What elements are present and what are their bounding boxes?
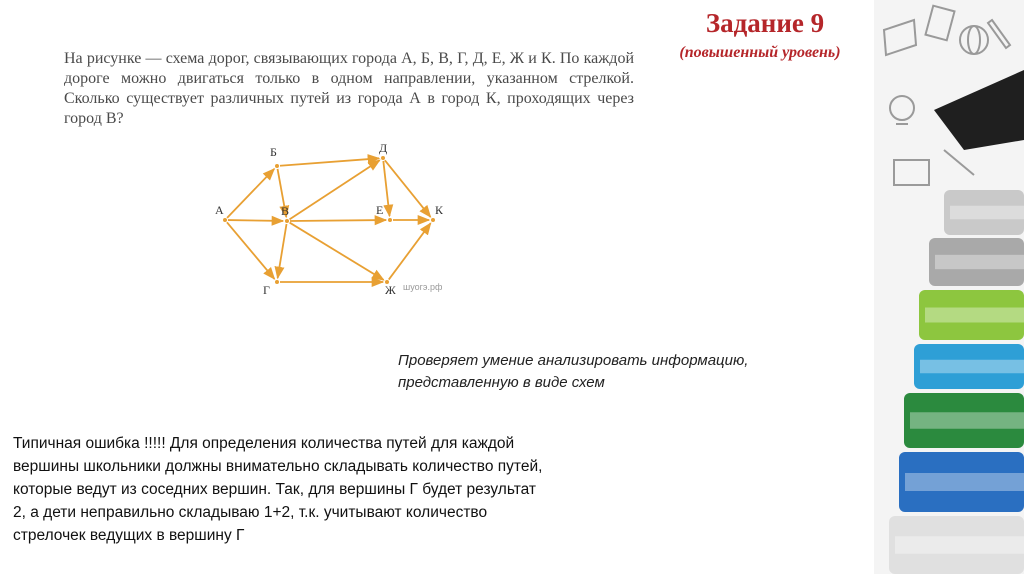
- road-V-Zh: [290, 223, 384, 280]
- watermark-label: шуогэ.рф: [403, 282, 443, 292]
- city-label-G: Г: [263, 283, 270, 297]
- city-node-K: [431, 218, 435, 222]
- book-pages: [925, 308, 1024, 323]
- city-label-V: В: [281, 204, 290, 218]
- book-pages: [950, 206, 1024, 220]
- book-pages: [920, 360, 1024, 374]
- road-V-E: [290, 220, 386, 221]
- city-label-D: Д: [379, 141, 388, 155]
- skill-description: Проверяет умение анализировать информацию, представленную в виде схем: [398, 352, 749, 391]
- city-node-V: [285, 219, 289, 223]
- book-pages: [910, 412, 1024, 429]
- city-label-B: Б: [270, 145, 277, 159]
- city-label-Zh: Ж: [385, 283, 396, 297]
- road-V-G: [278, 224, 287, 278]
- city-label-K: К: [435, 203, 444, 217]
- book-pages: [905, 473, 1024, 491]
- road-diagram: [195, 140, 465, 310]
- road-D-E: [383, 161, 389, 216]
- slide-title: Задание 9: [705, 8, 825, 38]
- road-V-D: [290, 160, 380, 219]
- book-pages: [895, 536, 1024, 553]
- city-label-E: Е: [376, 203, 384, 217]
- road-Zh-K: [389, 223, 431, 279]
- road-A-B: [227, 169, 274, 218]
- city-label-A: А: [215, 203, 224, 217]
- road-B-D: [280, 158, 379, 165]
- city-node-A: [223, 218, 227, 222]
- school-books-illustration: [874, 0, 1024, 574]
- city-node-B: [275, 164, 279, 168]
- road-A-G: [227, 222, 275, 279]
- slide-subtitle: (повышенный уровень): [679, 44, 841, 61]
- city-node-E: [388, 218, 392, 222]
- book-pages: [935, 255, 1024, 269]
- city-node-G: [275, 280, 279, 284]
- task-text: На рисунке — схема дорог, связывающих города А, Б, В, Г, Д, Е, Ж и К. По каждой дороге можно двигаться только в одном направлении, указанном стрелкой. Сколько существует различных путей из города А в город К, проходящих через город В?: [64, 50, 634, 127]
- road-A-V: [228, 220, 283, 221]
- city-node-D: [381, 156, 385, 160]
- road-D-K: [385, 160, 431, 217]
- typical-error-text: Типичная ошибка !!!!! Для определения количества путей для каждой вершины школьники должны внимательно складывать количество путей, которые ведут из соседних вершин. Так, для вершины Г будет результат 2, а дети неправильно складываю 1+2, т.к. учитывают количество стрелочек ведущих в вершину Г: [13, 435, 543, 544]
